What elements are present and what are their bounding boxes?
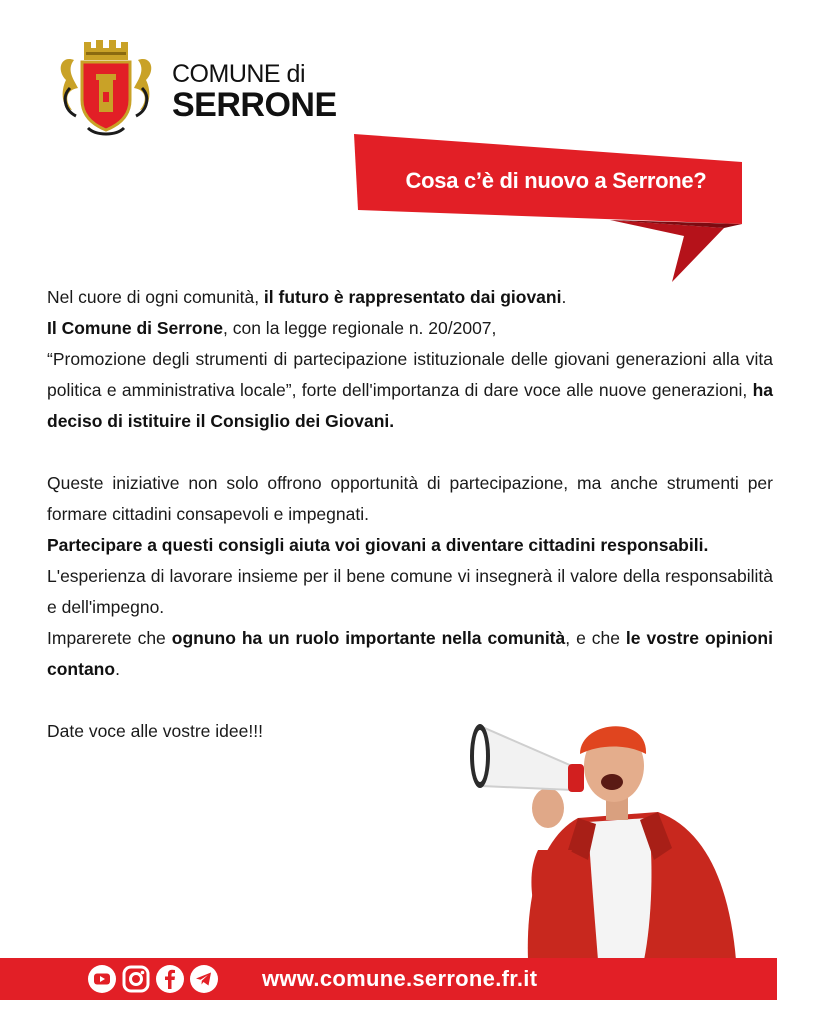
- municipality-name: [172, 62, 337, 122]
- instagram-icon[interactable]: [122, 965, 150, 993]
- telegram-icon[interactable]: [190, 965, 218, 993]
- paragraph-participate: Partecipare a questi consigli aiuta voi giovani a diventare cittadini responsabili.: [47, 535, 709, 555]
- youtube-icon[interactable]: [88, 965, 116, 993]
- brand-line-1: COMUNE di: [172, 60, 306, 88]
- paragraph-law: “Promozione degli strumenti di partecipazione istituzionale delle giovani generazioni alla vita politica e amministrativa locale”, forte dell'importanza di dare voce alle nuove generazioni, ha deciso di istituire il Consiglio dei Giovani.: [47, 349, 773, 431]
- social-icons: [88, 965, 218, 993]
- paragraph-closing: Date voce alle vostre idee!!!: [47, 721, 263, 741]
- paragraph-experience: L'esperienza di lavorare insieme per il bene comune vi insegnerà il valore della responsabilità e dell'impegno.: [47, 566, 773, 617]
- facebook-icon[interactable]: [156, 965, 184, 993]
- banner-title: Cosa c’è di nuovo a Serrone?: [405, 168, 707, 193]
- paragraph-initiatives: Queste iniziative non solo offrono opportunità di partecipazione, ma anche strumenti per formare cittadini consapevoli e impegnati.: [47, 473, 773, 524]
- paragraph-intro: Nel cuore di ogni comunità, il futuro è rappresentato dai giovani.: [47, 287, 567, 307]
- paragraph-comune: Il Comune di Serrone, con la legge regionale n. 20/2007,: [47, 318, 497, 338]
- website-url[interactable]: www.comune.serrone.fr.it: [262, 966, 538, 991]
- brand-line-2: SERRONE: [172, 86, 337, 124]
- paragraph-learn: Imparerete che ognuno ha un ruolo importante nella comunità, e che le vostre opinioni contano.: [47, 628, 773, 679]
- coat-of-arms-logo: [56, 30, 156, 140]
- article-body: [47, 282, 773, 747]
- ribbon-banner: [340, 128, 750, 284]
- megaphone-person-image: [468, 700, 750, 960]
